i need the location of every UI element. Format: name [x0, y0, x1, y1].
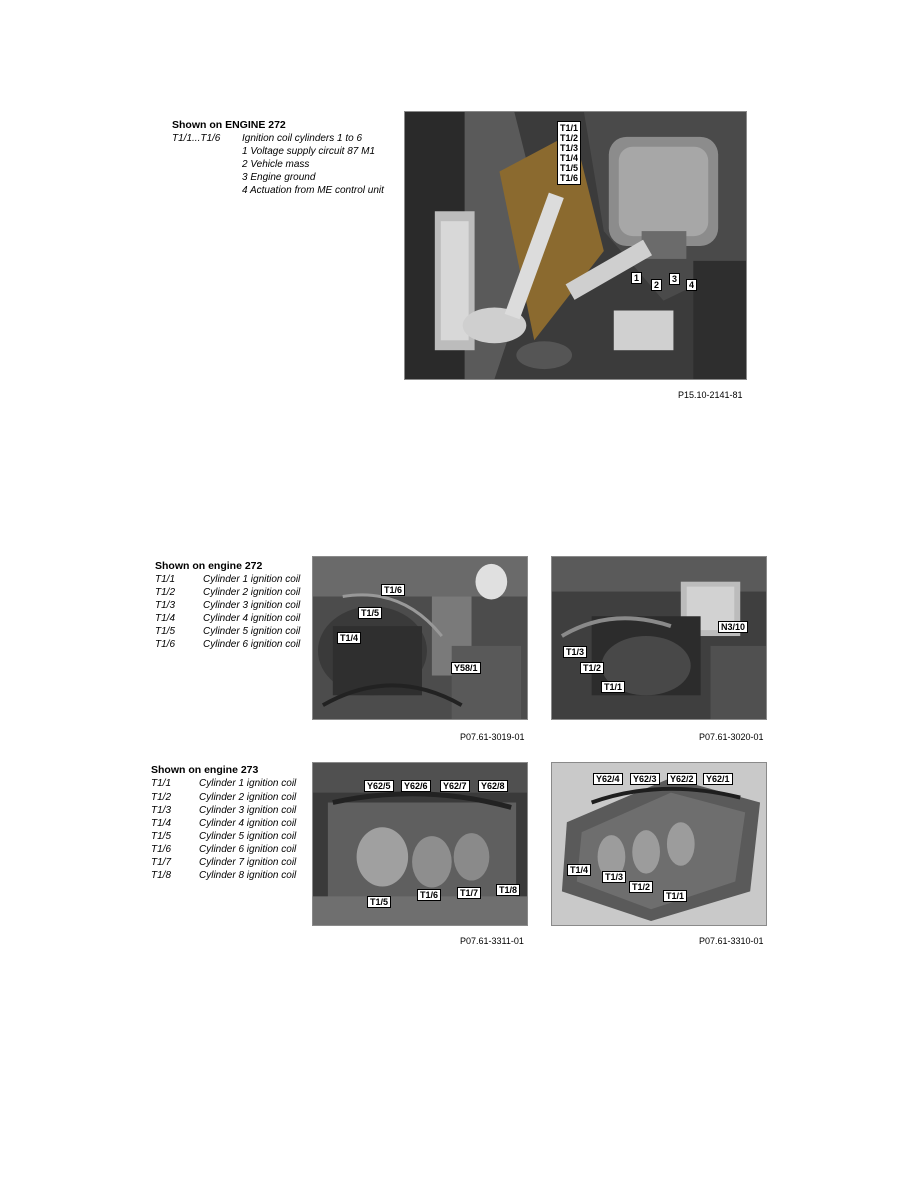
legend-code: T1/8: [151, 870, 172, 881]
photo-caption: P07.61-3020-01: [699, 732, 764, 742]
photo-label: N3/10: [718, 621, 748, 633]
coil-label: T1/6: [560, 173, 579, 183]
photo-label: T1/6: [381, 584, 405, 596]
photo-label: Y62/2: [667, 773, 697, 785]
section1-item: 2 Vehicle mass: [242, 159, 310, 170]
coil-label-stack: [557, 121, 581, 185]
legend-desc: Cylinder 6 ignition coil: [199, 844, 297, 855]
section1-title: Shown on ENGINE 272: [172, 119, 286, 131]
pin-label: 4: [686, 279, 697, 291]
coil-label: T1/5: [560, 163, 579, 173]
section1-caption: P15.10-2141-81: [678, 390, 743, 400]
legend-code: T1/5: [155, 626, 176, 637]
coil-label: T1/3: [560, 143, 579, 153]
legend-code: T1/3: [155, 600, 176, 611]
photo-label: Y62/8: [478, 780, 508, 792]
photo-caption: P07.61-3311-01: [460, 936, 524, 946]
photo-caption: P07.61-3019-01: [460, 732, 525, 742]
photo-label: T1/2: [580, 662, 604, 674]
engine-272-photo-b: [551, 556, 767, 720]
photo-label: T1/4: [337, 632, 361, 644]
section1-item: 3 Engine ground: [242, 172, 316, 183]
photo-label: Y62/7: [440, 780, 470, 792]
photo-label: Y62/6: [401, 780, 431, 792]
legend-desc: Cylinder 6 ignition coil: [203, 639, 301, 650]
legend-desc: Cylinder 2 ignition coil: [199, 792, 297, 803]
photo-label: T1/1: [601, 681, 625, 693]
legend-code: T1/5: [151, 831, 172, 842]
legend-code: T1/7: [151, 857, 172, 868]
pin-label: 3: [669, 273, 680, 285]
legend-desc: Cylinder 3 ignition coil: [199, 805, 297, 816]
legend-code: T1/6: [155, 639, 176, 650]
pin-label: 1: [631, 272, 642, 284]
legend-desc: Cylinder 4 ignition coil: [199, 818, 297, 829]
legend-desc: Cylinder 2 ignition coil: [203, 587, 301, 598]
legend-code: T1/6: [151, 844, 172, 855]
legend-code: T1/2: [155, 587, 176, 598]
coil-label: T1/2: [560, 133, 579, 143]
photo-label: Y58/1: [451, 662, 481, 674]
photo-label: T1/8: [496, 884, 520, 896]
coil-label: T1/4: [560, 153, 579, 163]
legend-desc: Cylinder 4 ignition coil: [203, 613, 301, 624]
photo-label: T1/2: [629, 881, 653, 893]
legend-code: T1/1: [155, 574, 176, 585]
photo-label: T1/3: [602, 871, 626, 883]
legend-code: T1/4: [151, 818, 172, 829]
section1-item: 1 Voltage supply circuit 87 M1: [242, 146, 376, 157]
legend-code: T1/1: [151, 778, 172, 789]
photo-label: Y62/1: [703, 773, 733, 785]
legend-desc: Cylinder 3 ignition coil: [203, 600, 301, 611]
photo-label: T1/5: [367, 896, 391, 908]
photo-label: T1/3: [563, 646, 587, 658]
section2-title: Shown on engine 272: [155, 560, 263, 572]
legend-desc: Cylinder 7 ignition coil: [199, 857, 297, 868]
legend-code: T1/4: [155, 613, 176, 624]
legend-desc: Cylinder 5 ignition coil: [199, 831, 297, 842]
legend-desc: Cylinder 1 ignition coil: [203, 574, 301, 585]
section1-item: 4 Actuation from ME control unit: [242, 185, 384, 196]
engine-273-photo-b: [551, 762, 767, 926]
photo-label: T1/4: [567, 864, 591, 876]
pin-label: 2: [651, 279, 662, 291]
coil-label: T1/1: [560, 123, 579, 133]
photo-label: Y62/5: [364, 780, 394, 792]
photo-label: Y62/3: [630, 773, 660, 785]
photo-label: T1/6: [417, 889, 441, 901]
photo-label: T1/1: [663, 890, 687, 902]
legend-desc: Cylinder 8 ignition coil: [199, 870, 297, 881]
legend-desc: Cylinder 5 ignition coil: [203, 626, 301, 637]
legend-code: T1/2: [151, 792, 172, 803]
section1-code: T1/1...T1/6: [172, 133, 221, 144]
photo-label: T1/7: [457, 887, 481, 899]
legend-code: T1/3: [151, 805, 172, 816]
section3-title: Shown on engine 273: [151, 764, 259, 776]
photo-label: Y62/4: [593, 773, 623, 785]
legend-desc: Cylinder 1 ignition coil: [199, 778, 297, 789]
section1-desc: Ignition coil cylinders 1 to 6: [242, 133, 363, 144]
photo-caption: P07.61-3310-01: [699, 936, 764, 946]
photo-label: T1/5: [358, 607, 382, 619]
